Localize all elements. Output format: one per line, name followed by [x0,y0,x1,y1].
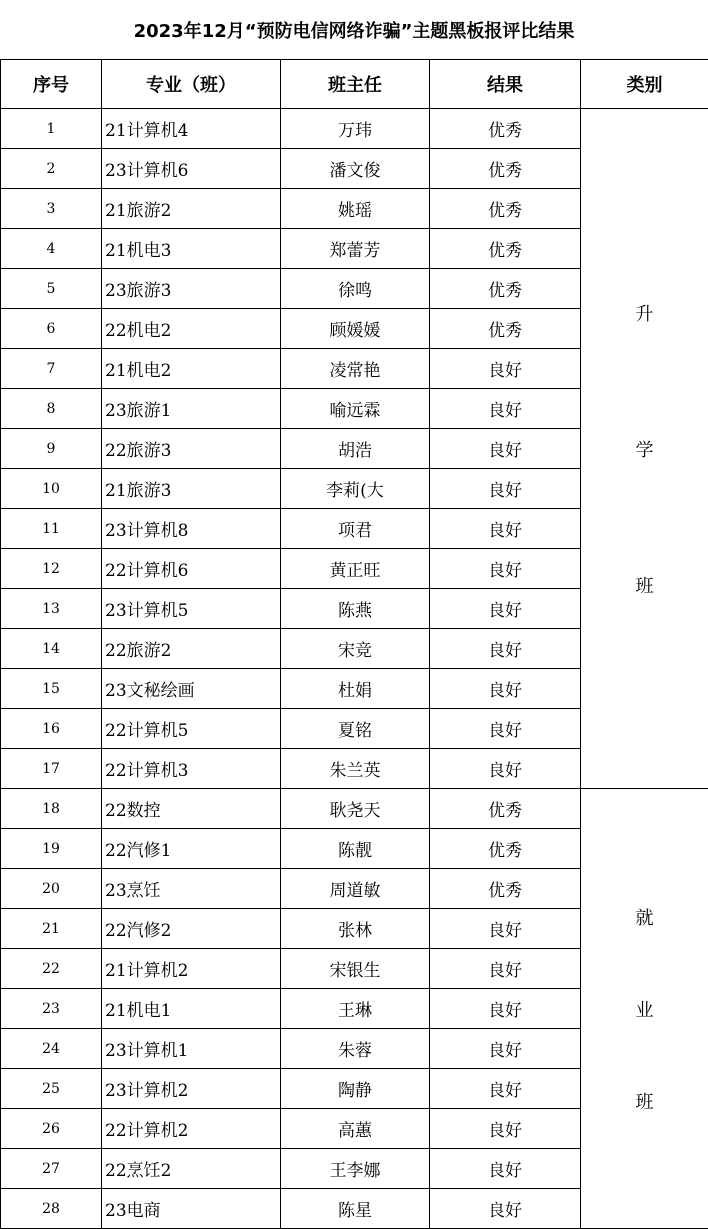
row-result: 良好 [430,709,581,749]
row-index: 9 [1,429,102,469]
row-class: 22汽修1 [102,829,281,869]
row-index: 23 [1,989,102,1029]
row-teacher: 夏铭 [281,709,430,749]
row-teacher: 万玮 [281,109,430,149]
row-teacher: 张林 [281,909,430,949]
category-char: 升 [635,303,654,325]
row-class: 22计算机3 [102,749,281,789]
row-result: 优秀 [430,189,581,229]
row-index: 6 [1,309,102,349]
row-class: 22计算机2 [102,1109,281,1149]
row-index: 7 [1,349,102,389]
row-index: 4 [1,229,102,269]
row-index: 24 [1,1029,102,1069]
row-teacher: 李莉(大 [281,469,430,509]
table-row [1,109,708,149]
row-result: 优秀 [430,149,581,189]
row-teacher: 凌常艳 [281,349,430,389]
row-index: 3 [1,189,102,229]
row-class: 22汽修2 [102,909,281,949]
row-teacher: 项君 [281,509,430,549]
row-index: 26 [1,1109,102,1149]
row-result: 良好 [430,589,581,629]
row-index: 8 [1,389,102,429]
row-index: 21 [1,909,102,949]
row-result: 良好 [430,949,581,989]
row-result: 良好 [430,1189,581,1229]
row-index: 16 [1,709,102,749]
row-class: 21机电3 [102,229,281,269]
row-teacher: 陈靓 [281,829,430,869]
header-row [1,60,708,109]
row-teacher: 陈燕 [281,589,430,629]
header-index: 序号 [1,60,102,109]
category-char: 班 [635,1091,654,1113]
row-result: 良好 [430,429,581,469]
row-class: 21机电1 [102,989,281,1029]
category-char: 学 [635,439,654,461]
row-result: 优秀 [430,269,581,309]
row-index: 25 [1,1069,102,1109]
row-class: 21计算机4 [102,109,281,149]
row-teacher: 喻远霖 [281,389,430,429]
row-teacher: 陈星 [281,1189,430,1229]
row-class: 22机电2 [102,309,281,349]
row-class: 21机电2 [102,349,281,389]
header-teacher: 班主任 [281,60,430,109]
row-class: 22计算机5 [102,709,281,749]
row-class: 23烹饪 [102,869,281,909]
row-result: 良好 [430,469,581,509]
row-class: 21计算机2 [102,949,281,989]
row-class: 21旅游3 [102,469,281,509]
row-index: 14 [1,629,102,669]
row-result: 优秀 [430,229,581,269]
row-result: 良好 [430,1149,581,1189]
row-teacher: 朱兰英 [281,749,430,789]
row-class: 23电商 [102,1189,281,1229]
row-class: 23计算机5 [102,589,281,629]
row-result: 良好 [430,629,581,669]
row-class: 23旅游3 [102,269,281,309]
row-category [581,109,708,789]
header-category: 类别 [581,60,708,109]
row-index: 15 [1,669,102,709]
row-result: 良好 [430,909,581,949]
row-index: 11 [1,509,102,549]
row-teacher: 王琳 [281,989,430,1029]
row-class: 22计算机6 [102,549,281,589]
row-teacher: 胡浩 [281,429,430,469]
row-index: 1 [1,109,102,149]
row-teacher: 周道敏 [281,869,430,909]
row-teacher: 宋竞 [281,629,430,669]
row-result: 优秀 [430,789,581,829]
row-teacher: 顾媛媛 [281,309,430,349]
header-result: 结果 [430,60,581,109]
row-index: 17 [1,749,102,789]
row-teacher: 杜娟 [281,669,430,709]
row-class: 22旅游3 [102,429,281,469]
row-teacher: 郑蕾芳 [281,229,430,269]
row-result: 良好 [430,1109,581,1149]
row-class: 22烹饪2 [102,1149,281,1189]
page-title: 2023年12月“预防电信网络诈骗”主题黑板报评比结果 [133,21,575,42]
table-row [1,789,708,829]
row-teacher: 陶静 [281,1069,430,1109]
row-result: 优秀 [430,829,581,869]
row-result: 良好 [430,389,581,429]
row-result: 良好 [430,1069,581,1109]
row-result: 良好 [430,749,581,789]
category-char: 班 [635,575,654,597]
row-result: 良好 [430,669,581,709]
row-result: 优秀 [430,309,581,349]
row-teacher: 朱蓉 [281,1029,430,1069]
row-class: 21旅游2 [102,189,281,229]
row-result: 良好 [430,549,581,589]
row-index: 12 [1,549,102,589]
row-teacher: 宋银生 [281,949,430,989]
row-index: 19 [1,829,102,869]
row-teacher: 徐鸣 [281,269,430,309]
row-teacher: 耿尧天 [281,789,430,829]
results-table [0,59,708,1229]
row-index: 10 [1,469,102,509]
row-class: 23计算机2 [102,1069,281,1109]
header-class: 专业（班） [102,60,281,109]
row-index: 28 [1,1189,102,1229]
row-index: 2 [1,149,102,189]
row-result: 良好 [430,1029,581,1069]
category-char: 业 [635,999,654,1021]
row-result: 优秀 [430,869,581,909]
row-index: 22 [1,949,102,989]
row-class: 22数控 [102,789,281,829]
row-teacher: 姚瑶 [281,189,430,229]
category-char: 就 [635,907,654,929]
row-index: 5 [1,269,102,309]
row-teacher: 高蕙 [281,1109,430,1149]
row-index: 20 [1,869,102,909]
row-teacher: 黄正旺 [281,549,430,589]
row-category [581,789,708,1229]
row-index: 27 [1,1149,102,1189]
row-result: 良好 [430,509,581,549]
row-class: 23计算机1 [102,1029,281,1069]
row-class: 23旅游1 [102,389,281,429]
row-result: 优秀 [430,109,581,149]
row-class: 23文秘绘画 [102,669,281,709]
row-class: 22旅游2 [102,629,281,669]
row-index: 18 [1,789,102,829]
row-class: 23计算机6 [102,149,281,189]
row-result: 良好 [430,349,581,389]
row-result: 良好 [430,989,581,1029]
row-teacher: 潘文俊 [281,149,430,189]
row-teacher: 王李娜 [281,1149,430,1189]
row-index: 13 [1,589,102,629]
row-class: 23计算机8 [102,509,281,549]
